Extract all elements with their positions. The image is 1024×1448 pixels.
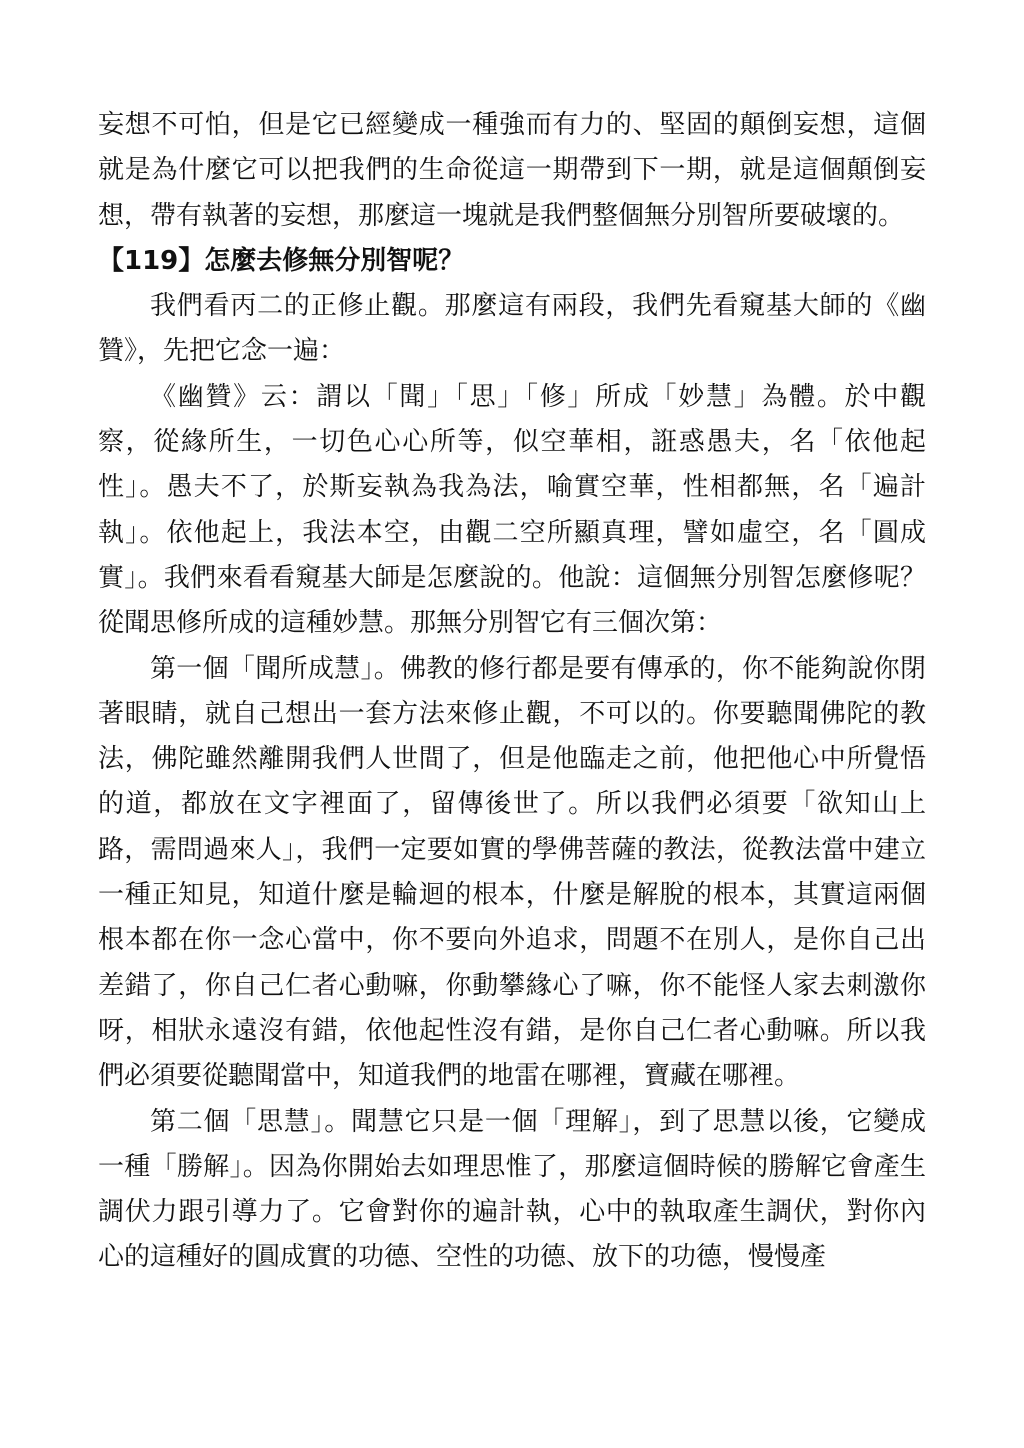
- paragraph-youzan-quote: 《幽贊》云：謂以「聞」「思」「修」所成「妙慧」為體。於中觀察，從緣所生，一切色心心所等，似空華相，誑惑愚夫，名「依他起性」。愚夫不了，於斯妄執為我為法，喻實空華，性相都無，名「遍計執」。依他起上，我法本空，由觀二空所顯真理，譬如虛空，名「圓成實」。我們來看看窺基大師是怎麼說的。他說：這個無分別智怎麼修呢？從聞思修所成的這種妙慧。那無分別智它有三個次第：: [98, 381, 926, 639]
- section-number: 【119】: [98, 245, 205, 276]
- paragraph-hearing-wisdom: 第一個「聞所成慧」。佛教的修行都是要有傳承的，你不能夠說你閉著眼睛，就自己想出一套方法來修止觀，不可以的。你要聽聞佛陀的教法，佛陀雖然離開我們人世間了，但是他臨走之前，他把他心中所覺悟的道，都放在文字裡面了，留傳後世了。所以我們必須要「欲知山上路，需問過來人」，我們一定要如實的學佛菩薩的教法，從教法當中建立一種正知見，知道什麼是輪迴的根本，什麼是解脫的根本，其實這兩個根本都在你一念心當中，你不要向外追求，問題不在別人，是你自己出差錯了，你自己仁者心動嘛，你動攀緣心了嘛，你不能怪人家去刺激你呀，相狀永遠沒有錯，依他起性沒有錯，是你自己仁者心動嘛。所以我們必須要從聽聞當中，知道我們的地雷在哪裡，寶藏在哪裡。: [98, 653, 926, 1092]
- section-title: 怎麼去修無分別智呢？: [204, 245, 465, 276]
- section-heading: [98, 239, 926, 284]
- paragraph-thinking-wisdom: 第二個「思慧」。聞慧它只是一個「理解」，到了思慧以後，它變成一種「勝解」。因為你開始去如理思惟了，那麼這個時候的勝解它會產生調伏力跟引導力了。它會對你的遍計執，心中的執取產生調伏，對你內心的這種好的圓成實的功德、空性的功德、放下的功德，慢慢產: [98, 1106, 926, 1273]
- intro-paragraph: 妄想不可怕，但是它已經變成一種強而有力的、堅固的顛倒妄想，這個就是為什麼它可以把我們的生命從這一期帶到下一期，就是這個顛倒妄想，帶有執著的妄想，那麼這一塊就是我們整個無分別智所要破壞的。: [98, 110, 926, 231]
- paragraph-practice-intro: 我們看丙二的正修止觀。那麼這有兩段，我們先看窺基大師的《幽贊》，先把它念一遍：: [98, 291, 926, 367]
